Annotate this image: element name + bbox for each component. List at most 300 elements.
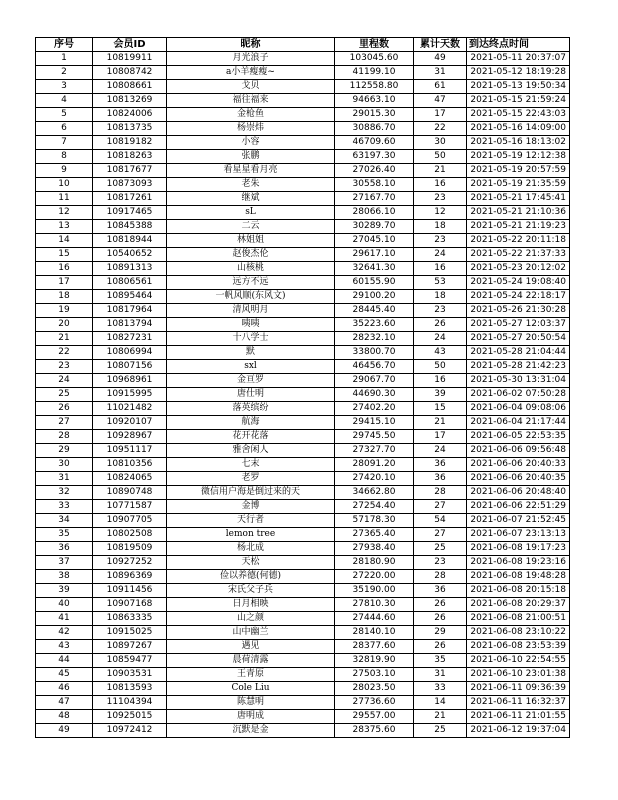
cell-days: 50: [414, 150, 467, 164]
cell-arrival-time: 2021-06-08 19:48:28: [467, 570, 570, 584]
cell-member-id: 10806994: [93, 346, 167, 360]
cell-member-id: 10896369: [93, 570, 167, 584]
cell-member-id: 10818944: [93, 234, 167, 248]
cell-nickname: 宋氏父子兵: [167, 584, 335, 598]
cell-arrival-time: 2021-06-05 22:53:35: [467, 430, 570, 444]
cell-arrival-time: 2021-05-19 21:35:59: [467, 178, 570, 192]
cell-nickname: 航海: [167, 416, 335, 430]
cell-nickname: a小羊瘦瘦~: [167, 66, 335, 80]
cell-nickname: 赵俊杰伦: [167, 248, 335, 262]
cell-nickname: 老朱: [167, 178, 335, 192]
cell-mileage: 46709.60: [335, 136, 414, 150]
cell-arrival-time: 2021-06-06 20:40:35: [467, 472, 570, 486]
table-row: [36, 542, 570, 556]
cell-nickname: 十八学士: [167, 332, 335, 346]
cell-member-id: 10813735: [93, 122, 167, 136]
cell-index: 3: [36, 80, 93, 94]
cell-days: 53: [414, 276, 467, 290]
cell-index: 15: [36, 248, 93, 262]
table-row: [36, 472, 570, 486]
cell-mileage: 27365.40: [335, 528, 414, 542]
cell-arrival-time: 2021-06-08 23:53:39: [467, 640, 570, 654]
cell-member-id: 10813794: [93, 318, 167, 332]
cell-nickname: 戈贝: [167, 80, 335, 94]
cell-days: 50: [414, 360, 467, 374]
cell-mileage: 30289.70: [335, 220, 414, 234]
table-row: [36, 318, 570, 332]
cell-member-id: 10968961: [93, 374, 167, 388]
table-row: [36, 430, 570, 444]
table-row: [36, 556, 570, 570]
table-row: [36, 220, 570, 234]
cell-arrival-time: 2021-05-19 20:57:59: [467, 164, 570, 178]
cell-days: 61: [414, 80, 467, 94]
cell-days: 27: [414, 500, 467, 514]
cell-arrival-time: 2021-06-06 20:48:40: [467, 486, 570, 500]
cell-member-id: 10907705: [93, 514, 167, 528]
cell-arrival-time: 2021-06-10 23:01:38: [467, 668, 570, 682]
cell-index: 41: [36, 612, 93, 626]
cell-arrival-time: 2021-05-24 22:18:17: [467, 290, 570, 304]
cell-member-id: 10891313: [93, 262, 167, 276]
cell-index: 21: [36, 332, 93, 346]
table-row: [36, 640, 570, 654]
table-row: [36, 416, 570, 430]
table-row: [36, 164, 570, 178]
cell-member-id: 10859477: [93, 654, 167, 668]
cell-mileage: 27254.40: [335, 500, 414, 514]
cell-member-id: 11021482: [93, 402, 167, 416]
cell-arrival-time: 2021-05-11 20:37:07: [467, 52, 570, 66]
cell-mileage: 27503.10: [335, 668, 414, 682]
cell-days: 36: [414, 458, 467, 472]
cell-index: 46: [36, 682, 93, 696]
cell-arrival-time: 2021-06-11 09:36:39: [467, 682, 570, 696]
cell-nickname: 遇见: [167, 640, 335, 654]
cell-nickname: 清风明月: [167, 304, 335, 318]
cell-mileage: 28023.50: [335, 682, 414, 696]
table-row: [36, 500, 570, 514]
cell-arrival-time: 2021-06-08 20:15:18: [467, 584, 570, 598]
cell-nickname: 七末: [167, 458, 335, 472]
cell-days: 25: [414, 542, 467, 556]
cell-mileage: 28066.10: [335, 206, 414, 220]
cell-index: 22: [36, 346, 93, 360]
cell-member-id: 10915025: [93, 626, 167, 640]
cell-member-id: 10915995: [93, 388, 167, 402]
cell-member-id: 10907168: [93, 598, 167, 612]
table-row: [36, 668, 570, 682]
cell-arrival-time: 2021-05-28 21:04:44: [467, 346, 570, 360]
header-mileage: 里程数: [335, 38, 414, 52]
cell-days: 23: [414, 304, 467, 318]
table-row: [36, 724, 570, 738]
cell-mileage: 63197.30: [335, 150, 414, 164]
cell-nickname: 远方不远: [167, 276, 335, 290]
table-row: [36, 94, 570, 108]
cell-days: 25: [414, 724, 467, 738]
cell-nickname: 雅舍闲人: [167, 444, 335, 458]
cell-mileage: 29617.10: [335, 248, 414, 262]
cell-index: 32: [36, 486, 93, 500]
cell-arrival-time: 2021-06-10 22:54:55: [467, 654, 570, 668]
cell-member-id: 10818263: [93, 150, 167, 164]
cell-arrival-time: 2021-06-06 09:56:48: [467, 444, 570, 458]
cell-index: 13: [36, 220, 93, 234]
header-arrival-time: 到达终点时间: [467, 38, 570, 52]
table-row: [36, 528, 570, 542]
cell-index: 43: [36, 640, 93, 654]
cell-arrival-time: 2021-05-22 21:37:33: [467, 248, 570, 262]
cell-arrival-time: 2021-05-15 22:43:03: [467, 108, 570, 122]
cell-mileage: 27736.60: [335, 696, 414, 710]
table-row: [36, 654, 570, 668]
cell-arrival-time: 2021-06-06 22:51:29: [467, 500, 570, 514]
cell-index: 47: [36, 696, 93, 710]
cell-mileage: 29067.70: [335, 374, 414, 388]
cell-member-id: 10827231: [93, 332, 167, 346]
cell-index: 25: [36, 388, 93, 402]
cell-nickname: sxl: [167, 360, 335, 374]
cell-member-id: 10824065: [93, 472, 167, 486]
table-row: [36, 248, 570, 262]
cell-days: 16: [414, 374, 467, 388]
table-row: [36, 206, 570, 220]
cell-mileage: 30558.10: [335, 178, 414, 192]
cell-days: 18: [414, 290, 467, 304]
table-row: [36, 136, 570, 150]
cell-nickname: 天行者: [167, 514, 335, 528]
cell-arrival-time: 2021-05-15 21:59:24: [467, 94, 570, 108]
cell-arrival-time: 2021-06-12 19:37:04: [467, 724, 570, 738]
cell-index: 28: [36, 430, 93, 444]
cell-member-id: 10911456: [93, 584, 167, 598]
cell-member-id: 10813269: [93, 94, 167, 108]
table-row: [36, 696, 570, 710]
cell-days: 36: [414, 584, 467, 598]
cell-index: 37: [36, 556, 93, 570]
cell-nickname: 林姐姐: [167, 234, 335, 248]
table-row: [36, 374, 570, 388]
table-row: [36, 80, 570, 94]
cell-nickname: 王青原: [167, 668, 335, 682]
cell-mileage: 28445.40: [335, 304, 414, 318]
cell-arrival-time: 2021-06-08 21:00:51: [467, 612, 570, 626]
cell-member-id: 10819182: [93, 136, 167, 150]
cell-nickname: 山核桃: [167, 262, 335, 276]
cell-days: 30: [414, 136, 467, 150]
cell-mileage: 29100.20: [335, 290, 414, 304]
cell-days: 23: [414, 234, 467, 248]
cell-nickname: 陈慧明: [167, 696, 335, 710]
cell-nickname: 晨荷清露: [167, 654, 335, 668]
table-row: [36, 388, 570, 402]
table-row: [36, 570, 570, 584]
cell-mileage: 28091.20: [335, 458, 414, 472]
cell-mileage: 27045.10: [335, 234, 414, 248]
cell-nickname: 金博: [167, 500, 335, 514]
cell-nickname: 天松: [167, 556, 335, 570]
cell-days: 16: [414, 178, 467, 192]
cell-member-id: 10540652: [93, 248, 167, 262]
cell-arrival-time: 2021-05-21 21:19:23: [467, 220, 570, 234]
cell-days: 43: [414, 346, 467, 360]
cell-nickname: 看星星看月亮: [167, 164, 335, 178]
cell-days: 31: [414, 66, 467, 80]
table-row: [36, 682, 570, 696]
cell-index: 26: [36, 402, 93, 416]
cell-arrival-time: 2021-05-27 12:03:37: [467, 318, 570, 332]
cell-mileage: 29557.00: [335, 710, 414, 724]
cell-days: 49: [414, 52, 467, 66]
cell-index: 33: [36, 500, 93, 514]
cell-arrival-time: 2021-05-16 18:13:02: [467, 136, 570, 150]
cell-member-id: 10873093: [93, 178, 167, 192]
cell-index: 5: [36, 108, 93, 122]
cell-days: 21: [414, 164, 467, 178]
cell-index: 19: [36, 304, 93, 318]
cell-nickname: 继斌: [167, 192, 335, 206]
cell-mileage: 33800.70: [335, 346, 414, 360]
header-member-id: 会员ID: [93, 38, 167, 52]
cell-nickname: Cole Liu: [167, 682, 335, 696]
cell-days: 21: [414, 416, 467, 430]
cell-index: 44: [36, 654, 93, 668]
cell-mileage: 28375.60: [335, 724, 414, 738]
cell-days: 18: [414, 220, 467, 234]
ranking-table: [35, 37, 570, 738]
cell-index: 14: [36, 234, 93, 248]
table-row: [36, 122, 570, 136]
cell-arrival-time: 2021-05-13 19:50:34: [467, 80, 570, 94]
cell-index: 16: [36, 262, 93, 276]
table-row: [36, 178, 570, 192]
cell-index: 29: [36, 444, 93, 458]
cell-mileage: 27220.00: [335, 570, 414, 584]
cell-member-id: 10951117: [93, 444, 167, 458]
cell-index: 36: [36, 542, 93, 556]
cell-days: 24: [414, 248, 467, 262]
cell-mileage: 27327.70: [335, 444, 414, 458]
cell-index: 8: [36, 150, 93, 164]
cell-index: 48: [36, 710, 93, 724]
cell-days: 12: [414, 206, 467, 220]
cell-arrival-time: 2021-05-24 19:08:40: [467, 276, 570, 290]
cell-nickname: 微信用户海是倒过来的天: [167, 486, 335, 500]
cell-member-id: 10807156: [93, 360, 167, 374]
cell-index: 30: [36, 458, 93, 472]
cell-mileage: 46456.70: [335, 360, 414, 374]
table-row: [36, 52, 570, 66]
cell-arrival-time: 2021-05-30 13:31:04: [467, 374, 570, 388]
cell-nickname: 唐仕明: [167, 388, 335, 402]
cell-member-id: 10928967: [93, 430, 167, 444]
header-index: 序号: [36, 38, 93, 52]
cell-nickname: 月光浪子: [167, 52, 335, 66]
cell-days: 24: [414, 444, 467, 458]
cell-days: 54: [414, 514, 467, 528]
cell-index: 40: [36, 598, 93, 612]
table-row: [36, 262, 570, 276]
table-row: [36, 514, 570, 528]
cell-days: 39: [414, 388, 467, 402]
cell-mileage: 35190.00: [335, 584, 414, 598]
cell-member-id: 10927252: [93, 556, 167, 570]
cell-days: 36: [414, 472, 467, 486]
cell-member-id: 10808742: [93, 66, 167, 80]
cell-nickname: 默: [167, 346, 335, 360]
cell-member-id: 10972412: [93, 724, 167, 738]
cell-arrival-time: 2021-05-21 21:10:36: [467, 206, 570, 220]
cell-days: 26: [414, 598, 467, 612]
cell-arrival-time: 2021-06-04 21:17:44: [467, 416, 570, 430]
table-row: [36, 66, 570, 80]
cell-arrival-time: 2021-06-08 19:17:23: [467, 542, 570, 556]
cell-days: 28: [414, 570, 467, 584]
cell-nickname: 山之颜: [167, 612, 335, 626]
cell-nickname: 俭以养德(何德): [167, 570, 335, 584]
cell-mileage: 57178.30: [335, 514, 414, 528]
cell-member-id: 10890748: [93, 486, 167, 500]
cell-index: 20: [36, 318, 93, 332]
cell-nickname: 老罗: [167, 472, 335, 486]
cell-member-id: 10925015: [93, 710, 167, 724]
cell-days: 14: [414, 696, 467, 710]
cell-member-id: 10845388: [93, 220, 167, 234]
table-row: [36, 304, 570, 318]
cell-nickname: 花开花落: [167, 430, 335, 444]
cell-mileage: 27402.20: [335, 402, 414, 416]
cell-mileage: 112558.80: [335, 80, 414, 94]
cell-index: 6: [36, 122, 93, 136]
cell-arrival-time: 2021-05-19 12:12:38: [467, 150, 570, 164]
cell-days: 17: [414, 430, 467, 444]
table-row: [36, 290, 570, 304]
cell-nickname: 落英缤纷: [167, 402, 335, 416]
cell-member-id: 10817964: [93, 304, 167, 318]
table-row: [36, 458, 570, 472]
cell-index: 39: [36, 584, 93, 598]
table-row: [36, 486, 570, 500]
cell-days: 21: [414, 710, 467, 724]
cell-member-id: 10863335: [93, 612, 167, 626]
cell-nickname: 张鹏: [167, 150, 335, 164]
table-row: [36, 150, 570, 164]
cell-mileage: 28140.10: [335, 626, 414, 640]
cell-arrival-time: 2021-05-28 21:42:23: [467, 360, 570, 374]
cell-index: 4: [36, 94, 93, 108]
cell-index: 49: [36, 724, 93, 738]
cell-member-id: 10817261: [93, 192, 167, 206]
cell-days: 33: [414, 682, 467, 696]
cell-member-id: 10802508: [93, 528, 167, 542]
cell-nickname: 唐明成: [167, 710, 335, 724]
cell-index: 2: [36, 66, 93, 80]
cell-member-id: 10810356: [93, 458, 167, 472]
cell-days: 47: [414, 94, 467, 108]
cell-days: 23: [414, 192, 467, 206]
cell-mileage: 28180.90: [335, 556, 414, 570]
cell-mileage: 34662.80: [335, 486, 414, 500]
header-nickname: 昵称: [167, 38, 335, 52]
cell-index: 11: [36, 192, 93, 206]
cell-arrival-time: 2021-05-12 18:19:28: [467, 66, 570, 80]
cell-arrival-time: 2021-05-23 20:12:02: [467, 262, 570, 276]
cell-index: 9: [36, 164, 93, 178]
cell-arrival-time: 2021-05-21 17:45:41: [467, 192, 570, 206]
cell-days: 17: [414, 108, 467, 122]
cell-nickname: 金亘罗: [167, 374, 335, 388]
cell-member-id: 10824006: [93, 108, 167, 122]
cell-member-id: 10897267: [93, 640, 167, 654]
table-row: [36, 710, 570, 724]
cell-mileage: 27444.60: [335, 612, 414, 626]
cell-days: 26: [414, 640, 467, 654]
cell-member-id: 11104394: [93, 696, 167, 710]
cell-mileage: 103045.60: [335, 52, 414, 66]
table-row: [36, 234, 570, 248]
cell-index: 24: [36, 374, 93, 388]
cell-mileage: 28232.10: [335, 332, 414, 346]
cell-mileage: 27026.40: [335, 164, 414, 178]
cell-member-id: 10808661: [93, 80, 167, 94]
cell-mileage: 29745.50: [335, 430, 414, 444]
cell-days: 29: [414, 626, 467, 640]
cell-index: 45: [36, 668, 93, 682]
cell-index: 23: [36, 360, 93, 374]
cell-arrival-time: 2021-05-26 21:30:28: [467, 304, 570, 318]
cell-index: 17: [36, 276, 93, 290]
cell-member-id: 10771587: [93, 500, 167, 514]
cell-mileage: 35223.60: [335, 318, 414, 332]
cell-mileage: 28377.60: [335, 640, 414, 654]
table-row: [36, 598, 570, 612]
cell-arrival-time: 2021-06-06 20:40:33: [467, 458, 570, 472]
table-row: [36, 192, 570, 206]
cell-mileage: 32641.30: [335, 262, 414, 276]
cell-arrival-time: 2021-06-11 16:32:37: [467, 696, 570, 710]
table-row: [36, 346, 570, 360]
cell-mileage: 27420.10: [335, 472, 414, 486]
cell-arrival-time: 2021-06-08 20:29:37: [467, 598, 570, 612]
table-row: [36, 360, 570, 374]
cell-mileage: 32819.90: [335, 654, 414, 668]
cell-days: 26: [414, 318, 467, 332]
table-row: [36, 444, 570, 458]
cell-mileage: 29415.10: [335, 416, 414, 430]
cell-mileage: 27167.70: [335, 192, 414, 206]
cell-mileage: 60155.90: [335, 276, 414, 290]
header-days: 累计天数: [414, 38, 467, 52]
cell-arrival-time: 2021-05-16 14:09:00: [467, 122, 570, 136]
cell-nickname: 二云: [167, 220, 335, 234]
cell-mileage: 41199.10: [335, 66, 414, 80]
cell-member-id: 10903531: [93, 668, 167, 682]
cell-member-id: 10920107: [93, 416, 167, 430]
cell-days: 31: [414, 668, 467, 682]
cell-mileage: 44690.30: [335, 388, 414, 402]
cell-index: 7: [36, 136, 93, 150]
cell-index: 35: [36, 528, 93, 542]
table-row: [36, 626, 570, 640]
cell-index: 34: [36, 514, 93, 528]
cell-arrival-time: 2021-06-08 23:10:22: [467, 626, 570, 640]
cell-member-id: 10806561: [93, 276, 167, 290]
cell-member-id: 10895464: [93, 290, 167, 304]
header-row: [36, 38, 570, 52]
cell-days: 35: [414, 654, 467, 668]
cell-index: 1: [36, 52, 93, 66]
